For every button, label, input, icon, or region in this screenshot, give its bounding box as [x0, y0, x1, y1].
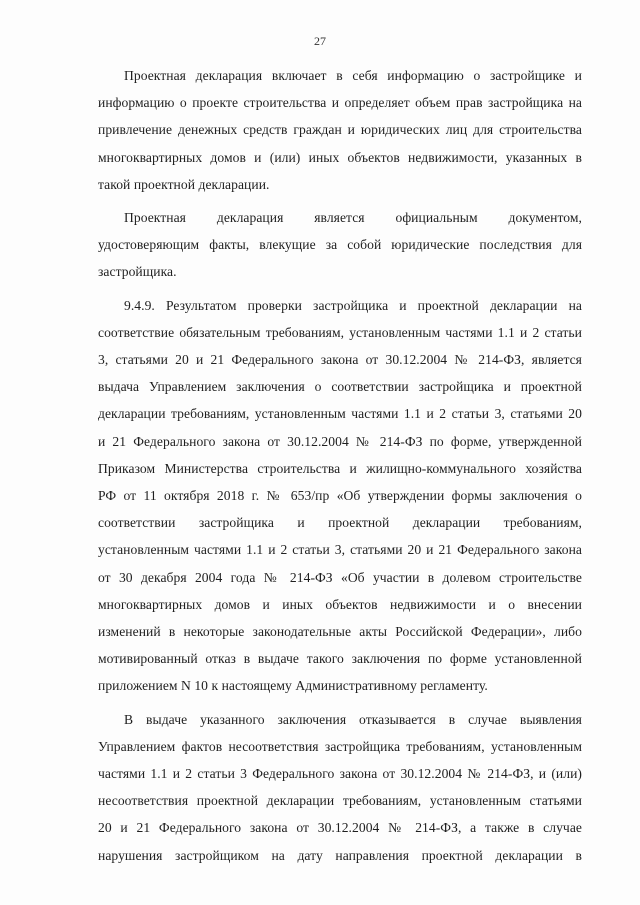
paragraph-line: 3, статьями 20 и 21 Федерального закона от 30.12.2004 № 214-ФЗ, является [98, 352, 582, 368]
paragraph-3 [98, 292, 582, 700]
paragraph-line: такой проектной декларации. [98, 176, 270, 192]
paragraph-line: Проектная декларация включает в себя информацию о застройщике и [124, 68, 582, 83]
paragraph-line: соответствии застройщика и проектной декларации требованиям, [98, 515, 582, 531]
paragraph-line: многоквартирных домов и (или) иных объектов недвижимости, указанных в [98, 149, 582, 165]
paragraph-line: изменений в некоторые законодательные акты Российской Федерации», либо [98, 624, 582, 640]
paragraph-line: В выдаче указанного заключения отказывается в случае выявления [124, 711, 582, 727]
paragraph-line: частями 1.1 и 2 статьи 3 Федерального закона от 30.12.2004 № 214-ФЗ, и (или) [98, 766, 582, 782]
paragraph-line: 20 и 21 Федерального закона от 30.12.2004 № 214-ФЗ, а также в случае [98, 820, 582, 836]
paragraph-line: РФ от 11 октября 2018 г. № 653/пр «Об утверждении формы заключения о [98, 488, 582, 504]
paragraph-line: Управлением фактов несоответствия застройщика требованиям, установленным [98, 738, 582, 754]
paragraph-line: декларации требованиям, установленным частями 1.1 и 2 статьи 3, статьями 20 [98, 406, 582, 422]
paragraph-line: Приказом Министерства строительства и жилищно-коммунального хозяйства [98, 460, 582, 476]
paragraph-2 [98, 204, 582, 286]
paragraph-line: информацию о проекте строительства и определяет объем прав застройщика на [98, 95, 582, 111]
paragraph-line: приложением N 10 к настоящему Административному регламенту. [98, 678, 488, 694]
paragraph-line: несоответствия проектной декларации требованиям, установленным статьями [98, 793, 582, 809]
paragraph-4 [98, 706, 582, 869]
paragraph-1 [98, 62, 582, 198]
document-body [98, 62, 582, 875]
paragraph-line: многоквартирных домов и иных объектов недвижимости и о внесении [98, 596, 582, 612]
paragraph-line: привлечение денежных средств граждан и юридических лиц для строительства [98, 122, 582, 138]
paragraph-line: 9.4.9. Результатом проверки застройщика и проектной декларации на [124, 297, 582, 313]
paragraph-line: мотивированный отказ в выдаче такого заключения по форме установленной [98, 651, 582, 667]
paragraph-line: нарушения застройщиком на дату направления проектной декларации в [98, 847, 582, 863]
paragraph-line: удостоверяющим факты, влекущие за собой юридические последствия для [98, 237, 582, 253]
paragraph-line: и 21 Федерального закона от 30.12.2004 № 214-ФЗ по форме, утвержденной [98, 433, 582, 449]
paragraph-line: застройщика. [98, 264, 177, 280]
paragraph-line: Проектная декларация является официальным документом, [124, 210, 582, 226]
paragraph-line: от 30 декабря 2004 года № 214-ФЗ «Об участии в долевом строительстве [98, 569, 582, 585]
page-number: 27 [314, 34, 326, 48]
paragraph-line: выдача Управлением заключения о соответствии застройщика и проектной [98, 379, 582, 395]
paragraph-line: соответствие обязательным требованиям, установленным частями 1.1 и 2 статьи [98, 324, 582, 340]
paragraph-line: установленным частями 1.1 и 2 статьи 3, статьями 20 и 21 Федерального закона [98, 542, 582, 558]
